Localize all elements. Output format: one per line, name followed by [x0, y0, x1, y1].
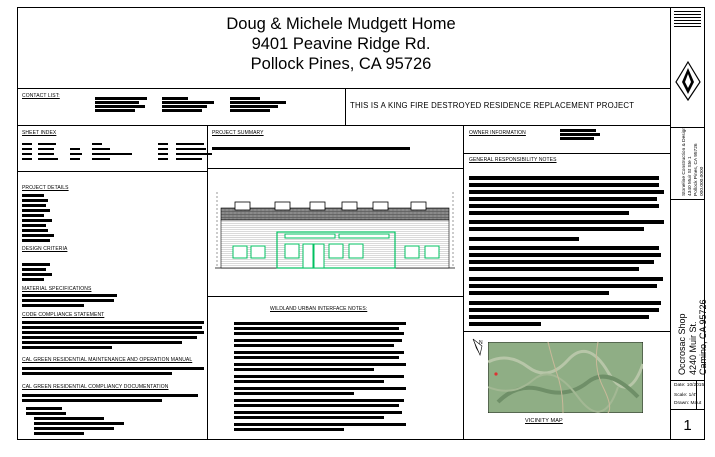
shop-info — [677, 299, 709, 375]
title-block-divider-2 — [670, 199, 705, 200]
general-notes-label: GENERAL RESPONSIBILITY NOTES — [469, 157, 557, 163]
svg-text:N: N — [479, 340, 483, 346]
vicinity-map-image — [488, 342, 643, 413]
divider-elevation — [207, 296, 463, 297]
owner-information-label: OWNER INFORMATION — [469, 130, 526, 136]
divider-col1 — [207, 125, 208, 440]
divider-title-block — [670, 7, 671, 440]
design-criteria-label: DESIGN CRITERIA — [22, 246, 68, 252]
material-specifications-label: MATERIAL SPECIFICATIONS — [22, 286, 92, 292]
project-details-label: PROJECT DETAILS — [22, 185, 69, 191]
divider-sheet-index — [17, 171, 207, 172]
fire-replacement-banner: THIS IS A KING FIRE DESTROYED RESIDENCE REPLACEMENT PROJECT — [350, 101, 635, 110]
project-title-name: Doug & Michele Mudgett Home — [226, 15, 456, 33]
wildland-notes-label: WILDLAND URBAN INTERFACE NOTES: — [270, 306, 368, 312]
shop-name: Occrosac Shop — [677, 313, 687, 375]
project-title-city: Pollock Pines, CA 95726 — [250, 55, 432, 73]
company-logo-icon — [674, 60, 702, 102]
sheet-number: 1 — [683, 417, 692, 434]
cal-green-compliancy-label: CAL GREEN RESIDENTIAL COMPLIANCY DOCUMENTATION — [22, 384, 169, 390]
shop-address: 4240 Muir St. — [687, 321, 698, 375]
code-compliance-label: CODE COMPLIANCE STATEMENT — [22, 312, 105, 318]
sheet-scale: Scale: 1/4" — [674, 393, 698, 398]
divider-notes — [463, 331, 670, 332]
shop-city: Camino, CA 95726 — [698, 299, 708, 375]
divider-col2 — [463, 125, 464, 440]
designer-info — [682, 127, 706, 196]
divider-contact — [17, 125, 670, 126]
north-arrow-icon — [470, 337, 486, 357]
contact-list-label: CONTACT LIST: — [22, 93, 60, 99]
divider-owner — [463, 153, 670, 154]
cal-green-maintenance-label: CAL GREEN RESIDENTIAL MAINTENANCE AND OPERATION MANUAL — [22, 357, 193, 363]
divider-summary — [207, 168, 463, 169]
sheet-index-label: SHEET INDEX — [22, 130, 57, 136]
designer-line: Stoneline Construction & Design — [682, 126, 687, 196]
vicinity-map-label: VICINITY MAP — [525, 418, 563, 424]
title-block-divider-4 — [670, 409, 705, 410]
sheet-drawn-by: Drawn: Maut — [674, 401, 702, 406]
front-elevation-drawing — [215, 182, 455, 276]
designer-line: Pollock Pines, CA 95726 — [694, 143, 699, 196]
project-title-address: 9401 Peavine Ridge Rd. — [251, 35, 431, 53]
divider-banner — [345, 88, 346, 125]
sheet-date: Date: 10/2015 — [674, 383, 705, 388]
divider-header — [17, 88, 670, 89]
project-summary-redaction — [212, 147, 410, 150]
project-summary-label: PROJECT SUMMARY — [212, 130, 264, 136]
title-block-divider-3 — [670, 380, 705, 381]
designer-line: 000.000.0000 — [700, 166, 705, 196]
designer-line: 4340 Muir St Ste 1 — [688, 156, 693, 196]
